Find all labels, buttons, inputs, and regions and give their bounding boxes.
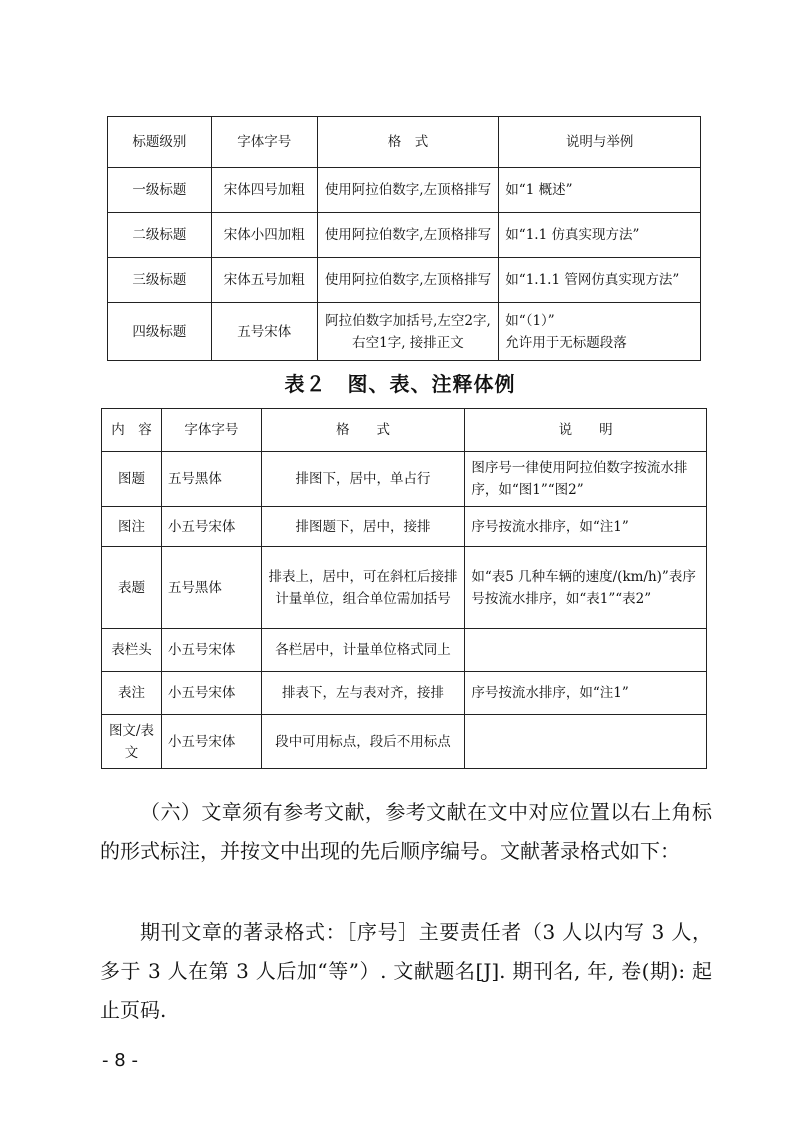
table-cell: 四级标题 <box>108 303 212 361</box>
table-row <box>102 547 707 629</box>
cell-line: 阿拉伯数字加括号,左空2字, <box>325 312 491 329</box>
cell-line: 右空1字, 接排正文 <box>352 334 464 351</box>
table-cell: 使用阿拉伯数字,左顶格排写 <box>317 168 499 213</box>
table-cell: 图题 <box>102 452 162 507</box>
heading-levels-table <box>107 116 701 361</box>
table-cell: 使用阿拉伯数字,左顶格排写 <box>317 258 499 303</box>
table-cell: 表题 <box>102 547 162 629</box>
page-number: - 8 - <box>102 1050 138 1071</box>
body-paragraph: 期刊文章的著录格式：［序号］主要责任者（3 人以内写 3 人，多于 3 人在第 3 人后加“等”）. 文献题名[J]. 期刊名, 年, 卷(期): 起止页码. <box>100 920 712 1022</box>
table-row <box>102 715 707 769</box>
table-cell: 排图题下，居中，接排 <box>261 507 465 547</box>
table-cell: 五号黑体 <box>161 452 261 507</box>
column-header: 格 式 <box>261 409 465 452</box>
table-cell: 图文/表文 <box>102 715 162 769</box>
table-row <box>102 672 707 715</box>
table-cell: 序号按流水排序，如“注1” <box>465 672 707 715</box>
table-header-row <box>102 409 707 452</box>
table-cell: 三级标题 <box>108 258 212 303</box>
figure-table-notes-table <box>101 408 707 769</box>
table-cell: 表栏头 <box>102 629 162 672</box>
table-cell: 如“1.1 仿真实现方法” <box>499 213 701 258</box>
table-row <box>108 168 701 213</box>
table-cell: 五号宋体 <box>211 303 317 361</box>
table-cell: 二级标题 <box>108 213 212 258</box>
table-cell: 序号按流水排序，如“注1” <box>465 507 707 547</box>
table-cell: 宋体四号加粗 <box>211 168 317 213</box>
column-header: 标题级别 <box>108 117 212 168</box>
table-cell: 图注 <box>102 507 162 547</box>
table-cell: 小五号宋体 <box>161 507 261 547</box>
table-cell: 如“1.1.1 管网仿真实现方法” <box>499 258 701 303</box>
column-header: 字体字号 <box>161 409 261 452</box>
table-row <box>102 507 707 547</box>
table-cell <box>317 303 499 361</box>
cell-line: 允许用于无标题段落 <box>505 334 627 351</box>
table-cell: 排表下，左与表对齐，接排 <box>261 672 465 715</box>
table-cell: 使用阿拉伯数字,左顶格排写 <box>317 213 499 258</box>
body-paragraph: （六）文章须有参考文献，参考文献在文中对应位置以右上角标的形式标注，并按文中出现的先后顺序编号。文献著录格式如下： <box>100 800 712 863</box>
table-cell: 排表上，居中，可在斜杠后接排计量单位，组合单位需加括号 <box>261 547 465 629</box>
table-cell: 小五号宋体 <box>161 715 261 769</box>
table-cell: 段中可用标点，段后不用标点 <box>261 715 465 769</box>
table-cell: 排图下，居中，单占行 <box>261 452 465 507</box>
table-cell: 如“1 概述” <box>499 168 701 213</box>
column-header: 内 容 <box>102 409 162 452</box>
table-row <box>108 303 701 361</box>
table-row <box>102 629 707 672</box>
table-cell: 如“表5 几种车辆的速度/(km/h)”表序号按流水排序，如“表1”“表2” <box>465 547 707 629</box>
table-cell: 小五号宋体 <box>161 672 261 715</box>
table-cell: 宋体小四加粗 <box>211 213 317 258</box>
table-cell <box>465 629 707 672</box>
column-header: 格 式 <box>317 117 499 168</box>
column-header: 说明与举例 <box>499 117 701 168</box>
column-header: 字体字号 <box>211 117 317 168</box>
table-cell: 各栏居中，计量单位格式同上 <box>261 629 465 672</box>
table-header-row <box>108 117 701 168</box>
cell-line: 如“（1）” <box>505 312 555 329</box>
table-cell: 表注 <box>102 672 162 715</box>
table-cell <box>499 303 701 361</box>
column-header: 说 明 <box>465 409 707 452</box>
table-row <box>108 213 701 258</box>
table-row <box>108 258 701 303</box>
table-row <box>102 452 707 507</box>
table-cell: 一级标题 <box>108 168 212 213</box>
table-cell: 小五号宋体 <box>161 629 261 672</box>
table-caption: 表２ 图、表、注释体例 <box>284 372 516 396</box>
table-cell <box>465 715 707 769</box>
table-cell: 五号黑体 <box>161 547 261 629</box>
table-cell: 宋体五号加粗 <box>211 258 317 303</box>
table-cell: 图序号一律使用阿拉伯数字按流水排序，如“图1”“图2” <box>465 452 707 507</box>
